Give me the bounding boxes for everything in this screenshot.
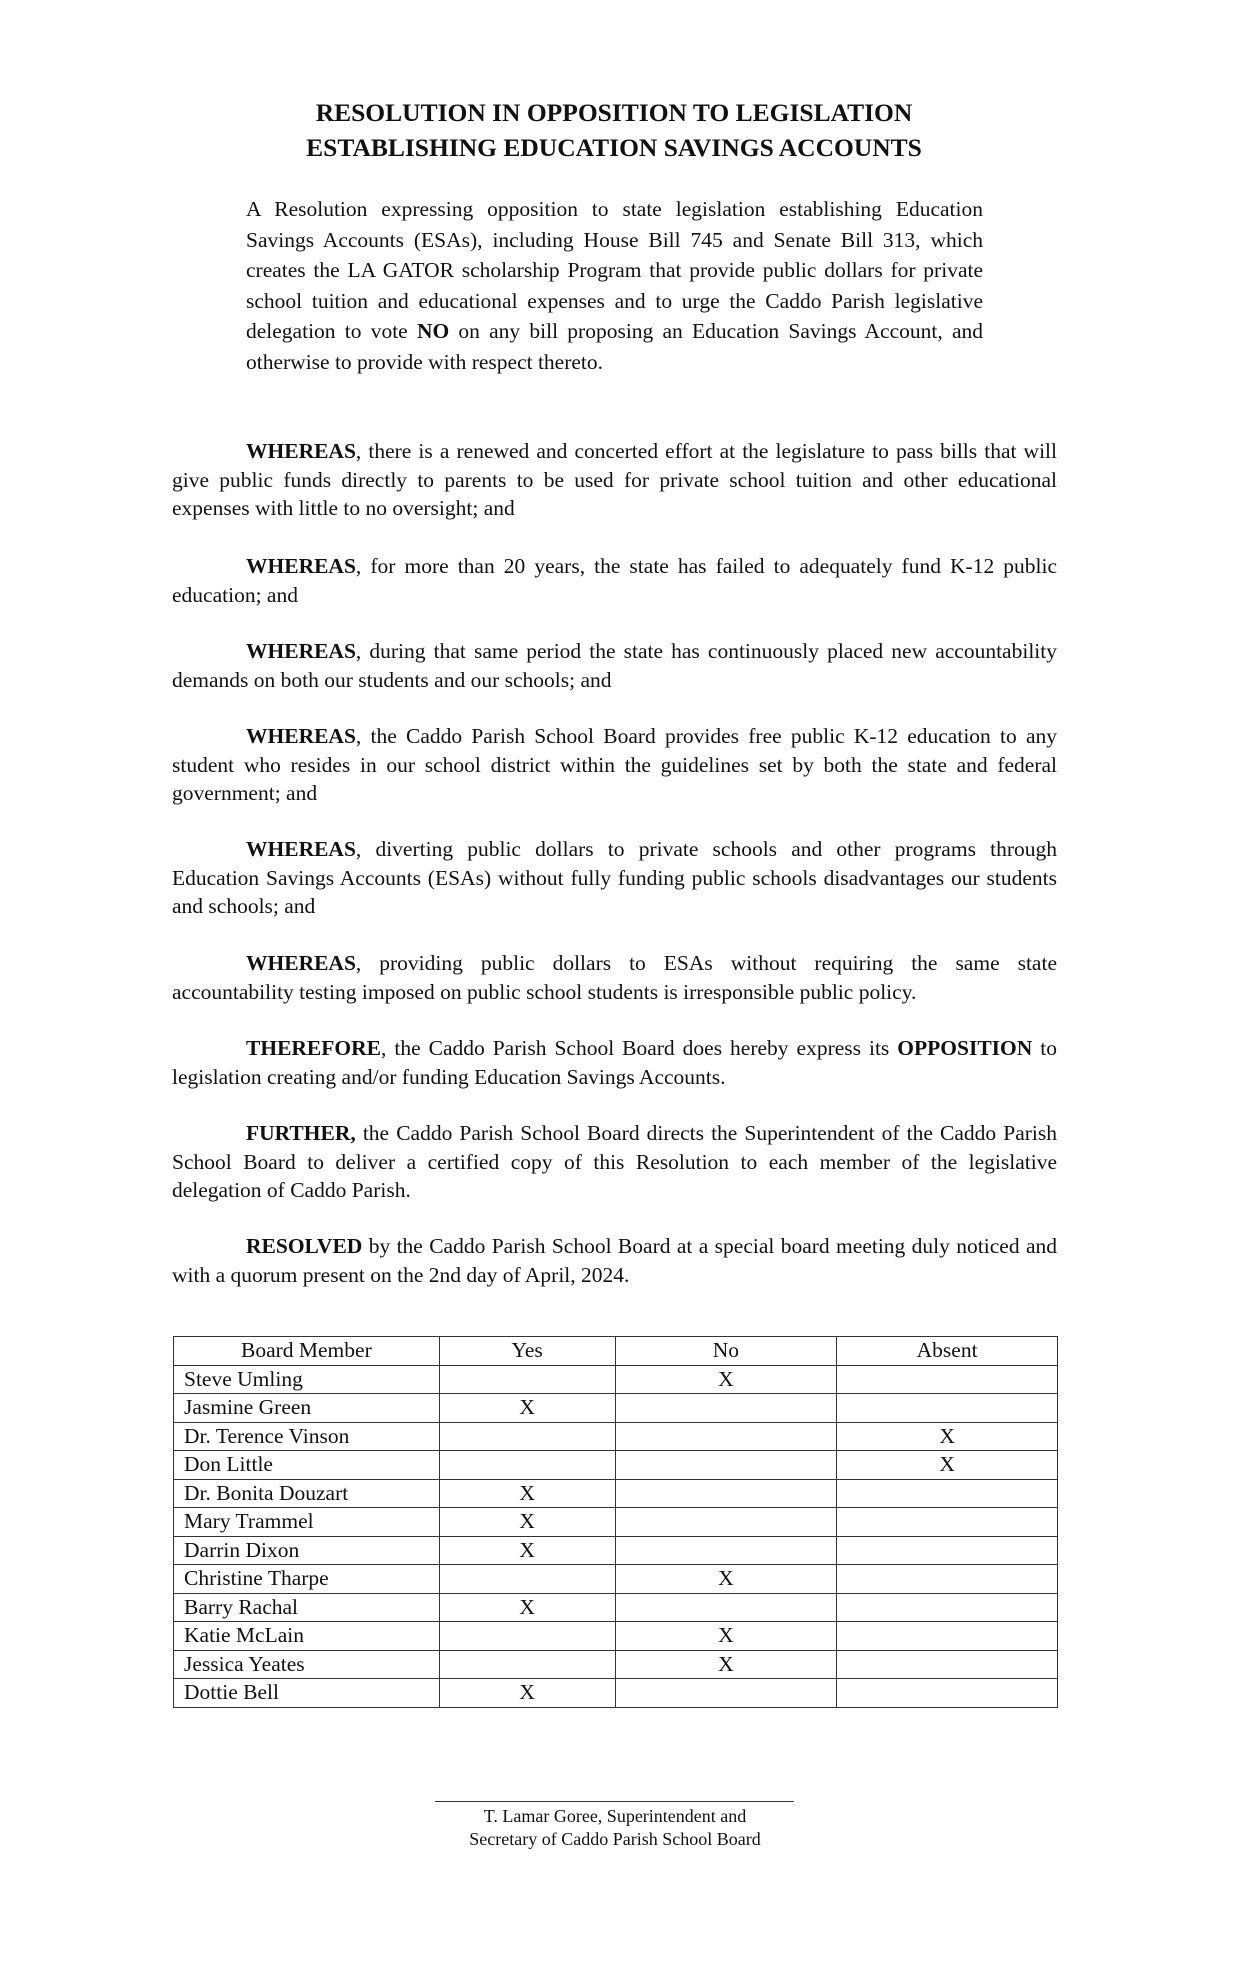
yes-cell: [439, 1365, 615, 1394]
member-name: Mary Trammel: [174, 1508, 440, 1537]
abstract-emphasis: NO: [416, 319, 450, 343]
table-row: [174, 1451, 1058, 1480]
no-cell: [615, 1394, 837, 1423]
clause-text: , the Caddo Parish School Board does hereby express its: [381, 1036, 898, 1060]
member-name: Don Little: [174, 1451, 440, 1480]
absent-cell: [837, 1536, 1058, 1565]
member-name: Steve Umling: [174, 1365, 440, 1394]
table-row: [174, 1479, 1058, 1508]
clause-text: , diverting public dollars to private schools and other programs through Education Savings Accounts (ESAs) without fully funding public schools disadvantages our students and schools; and: [172, 837, 1057, 918]
absent-cell: X: [837, 1422, 1058, 1451]
no-cell: X: [615, 1365, 837, 1394]
header-board-member: Board Member: [174, 1337, 440, 1366]
clause-text: , the Caddo Parish School Board provides free public K-12 education to any student who resides in our school district within the guidelines set by both the state and federal government; and: [172, 724, 1057, 805]
no-cell: [615, 1479, 837, 1508]
table-row: [174, 1365, 1058, 1394]
clause-lead: WHEREAS: [246, 951, 356, 975]
clause-lead: WHEREAS: [246, 439, 356, 463]
vote-table-header: [174, 1337, 1058, 1366]
resolved-clause: [172, 1232, 1057, 1289]
yes-cell: [439, 1422, 615, 1451]
header-yes: Yes: [439, 1337, 615, 1366]
whereas-clause-2: [172, 552, 1057, 609]
yes-cell: X: [439, 1679, 615, 1708]
table-row: [174, 1565, 1058, 1594]
clause-text: , providing public dollars to ESAs without requiring the same state accountability testing imposed on public school students is irresponsible public policy.: [172, 951, 1057, 1004]
member-name: Dr. Bonita Douzart: [174, 1479, 440, 1508]
clause-text: , there is a renewed and concerted effort at the legislature to pass bills that will give public funds directly to parents to be used for private school tuition and other educational expenses with little to no oversight; and: [172, 439, 1057, 520]
clause-lead: THEREFORE: [246, 1036, 381, 1060]
table-row: [174, 1593, 1058, 1622]
no-cell: [615, 1593, 837, 1622]
clause-text: the Caddo Parish School Board directs the Superintendent of the Caddo Parish School Board to deliver a certified copy of this Resolution to each member of the legislative delegation of Caddo Parish.: [172, 1121, 1057, 1202]
table-row: [174, 1422, 1058, 1451]
member-name: Katie McLain: [174, 1622, 440, 1651]
absent-cell: [837, 1365, 1058, 1394]
member-name: Dr. Terence Vinson: [174, 1422, 440, 1451]
no-cell: [615, 1508, 837, 1537]
table-row: [174, 1650, 1058, 1679]
whereas-clause-4: [172, 722, 1057, 808]
signatory-name: T. Lamar Goree, Superintendent and: [483, 1806, 747, 1826]
no-cell: X: [615, 1650, 837, 1679]
signature-block: [400, 1805, 830, 1851]
vote-table: [173, 1336, 1058, 1708]
no-cell: [615, 1679, 837, 1708]
absent-cell: [837, 1622, 1058, 1651]
resolution-abstract: [246, 194, 983, 377]
clause-lead: RESOLVED: [246, 1234, 363, 1258]
member-name: Barry Rachal: [174, 1593, 440, 1622]
member-name: Jessica Yeates: [174, 1650, 440, 1679]
no-cell: [615, 1451, 837, 1480]
header-no: No: [615, 1337, 837, 1366]
clause-text: , for more than 20 years, the state has failed to adequately fund K-12 public education; and: [172, 554, 1057, 607]
clause-text: , during that same period the state has continuously placed new accountability demands on both our students and our schools; and: [172, 639, 1057, 692]
member-name: Darrin Dixon: [174, 1536, 440, 1565]
yes-cell: X: [439, 1479, 615, 1508]
yes-cell: X: [439, 1394, 615, 1423]
clause-lead: WHEREAS: [246, 837, 356, 861]
resolution-title: [0, 95, 1228, 165]
no-cell: X: [615, 1565, 837, 1594]
clause-lead: FURTHER,: [246, 1121, 356, 1145]
no-cell: [615, 1536, 837, 1565]
clause-emphasis: OPPOSITION: [897, 1036, 1033, 1060]
member-name: Christine Tharpe: [174, 1565, 440, 1594]
absent-cell: X: [837, 1451, 1058, 1480]
yes-cell: X: [439, 1593, 615, 1622]
table-row: [174, 1508, 1058, 1537]
no-cell: X: [615, 1622, 837, 1651]
table-row: [174, 1679, 1058, 1708]
yes-cell: [439, 1622, 615, 1651]
title-line-2: ESTABLISHING EDUCATION SAVINGS ACCOUNTS: [306, 133, 922, 162]
clause-text-end: to legislation creating and/or funding Education Savings Accounts.: [172, 1036, 1057, 1089]
header-absent: Absent: [837, 1337, 1058, 1366]
yes-cell: [439, 1650, 615, 1679]
yes-cell: [439, 1451, 615, 1480]
whereas-clause-1: [172, 437, 1057, 523]
therefore-clause: [172, 1034, 1057, 1091]
absent-cell: [837, 1679, 1058, 1708]
table-row: [174, 1394, 1058, 1423]
abstract-text-end: on any bill proposing an Education Savings Account, and otherwise to provide with respect thereto.: [246, 319, 983, 374]
further-clause: [172, 1119, 1057, 1205]
abstract-text: A Resolution expressing opposition to state legislation establishing Education Savings Accounts (ESAs), including House Bill 745 and Senate Bill 313, which creates the LA GATOR scholarship Program that provide public dollars for private school tuition and educational expenses and to urge the Caddo Parish legislative delegation to vote: [246, 197, 983, 343]
absent-cell: [837, 1593, 1058, 1622]
table-row: [174, 1536, 1058, 1565]
whereas-clause-3: [172, 637, 1057, 694]
clause-lead: WHEREAS: [246, 639, 356, 663]
clause-lead: WHEREAS: [246, 554, 356, 578]
whereas-clause-6: [172, 949, 1057, 1006]
absent-cell: [837, 1508, 1058, 1537]
absent-cell: [837, 1565, 1058, 1594]
no-cell: [615, 1422, 837, 1451]
clause-lead: WHEREAS: [246, 724, 356, 748]
yes-cell: X: [439, 1508, 615, 1537]
signatory-title: Secretary of Caddo Parish School Board: [469, 1829, 761, 1849]
yes-cell: [439, 1565, 615, 1594]
member-name: Jasmine Green: [174, 1394, 440, 1423]
clause-text: by the Caddo Parish School Board at a special board meeting duly noticed and with a quorum present on the 2nd day of April, 2024.: [172, 1234, 1057, 1287]
absent-cell: [837, 1479, 1058, 1508]
signature-line: [435, 1801, 794, 1802]
absent-cell: [837, 1394, 1058, 1423]
absent-cell: [837, 1650, 1058, 1679]
table-row: [174, 1622, 1058, 1651]
member-name: Dottie Bell: [174, 1679, 440, 1708]
title-line-1: RESOLUTION IN OPPOSITION TO LEGISLATION: [315, 98, 913, 127]
whereas-clause-5: [172, 835, 1057, 921]
yes-cell: X: [439, 1536, 615, 1565]
